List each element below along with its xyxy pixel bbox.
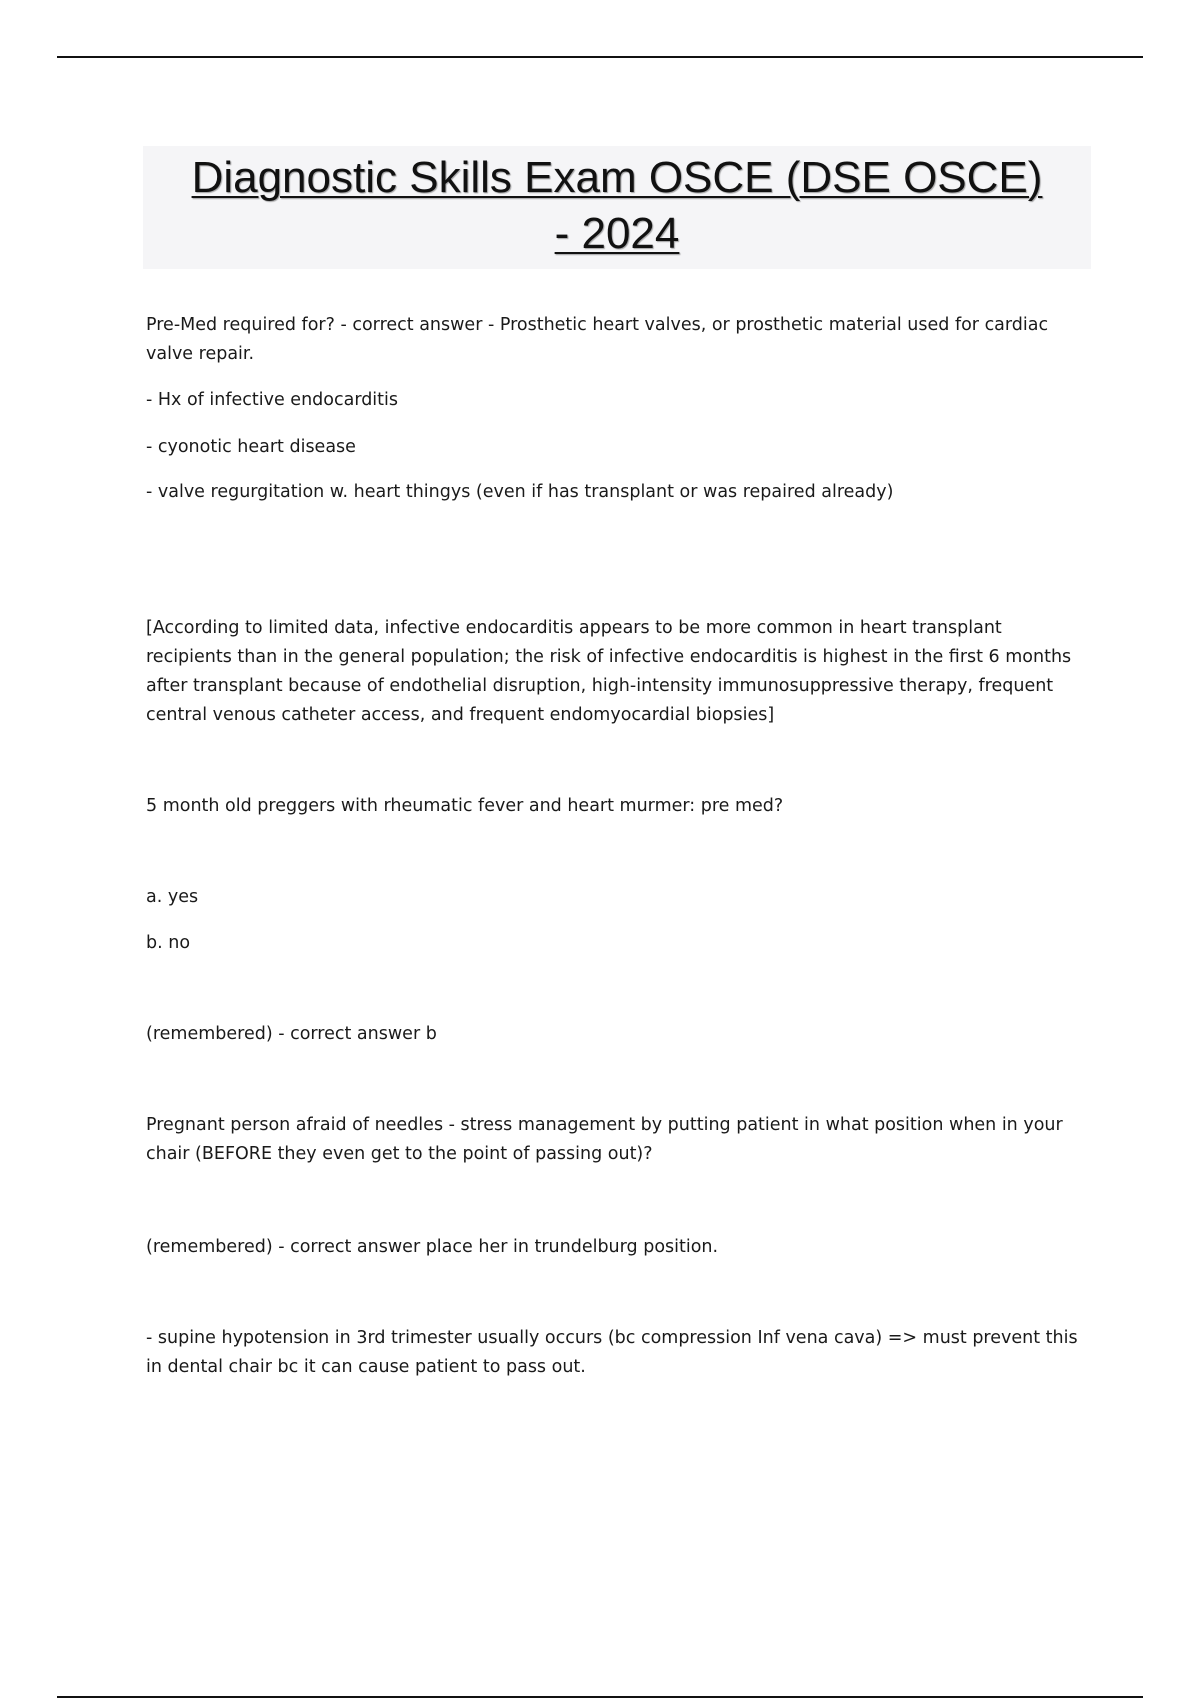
question-needles: Pregnant person afraid of needles - stress management by putting patient in what position when in your chair (BEFORE they even get to the point of passing out)? (146, 1115, 1063, 1164)
option-b: b. no (146, 933, 191, 953)
supine-hypotension-note: - supine hypotension in 3rd trimester usually occurs (bc compression Inf vena cava) => must prevent this in dental chair bc it can cause patient to pass out. (146, 1328, 1078, 1377)
answer-trendelenburg: (remembered) - correct answer place her in trundelburg position. (146, 1237, 719, 1257)
list-item-valve: - valve regurgitation w. heart thingys (even if has transplant or was repaired already) (146, 482, 894, 502)
top-rule (57, 56, 1143, 58)
transplant-note: [According to limited data, infective endocarditis appears to be more common in heart transplant recipients than in the general population; the risk of infective endocarditis is highest in the first 6 months after transplant because of endothelial disruption, high-intensity immunosuppressive therapy, frequent central venous catheter access, and frequent endomyocardial biopsies] (146, 618, 1072, 725)
document-title (143, 146, 1091, 269)
title-line-1: Diagnostic Skills Exam OSCE (DSE OSCE) (191, 153, 1043, 202)
title-line-2: - 2024 (554, 209, 680, 258)
list-item-cyanotic: - cyonotic heart disease (146, 437, 356, 457)
question-preggers: 5 month old preggers with rheumatic fever and heart murmer: pre med? (146, 796, 784, 816)
answer-b: (remembered) - correct answer b (146, 1024, 437, 1044)
option-a: a. yes (146, 887, 199, 907)
list-item-endocarditis: - Hx of infective endocarditis (146, 390, 399, 410)
bottom-rule (57, 1696, 1143, 1698)
premed-question: Pre-Med required for? - correct answer - Prosthetic heart valves, or prosthetic material used for cardiac valve repair. (146, 315, 1049, 364)
